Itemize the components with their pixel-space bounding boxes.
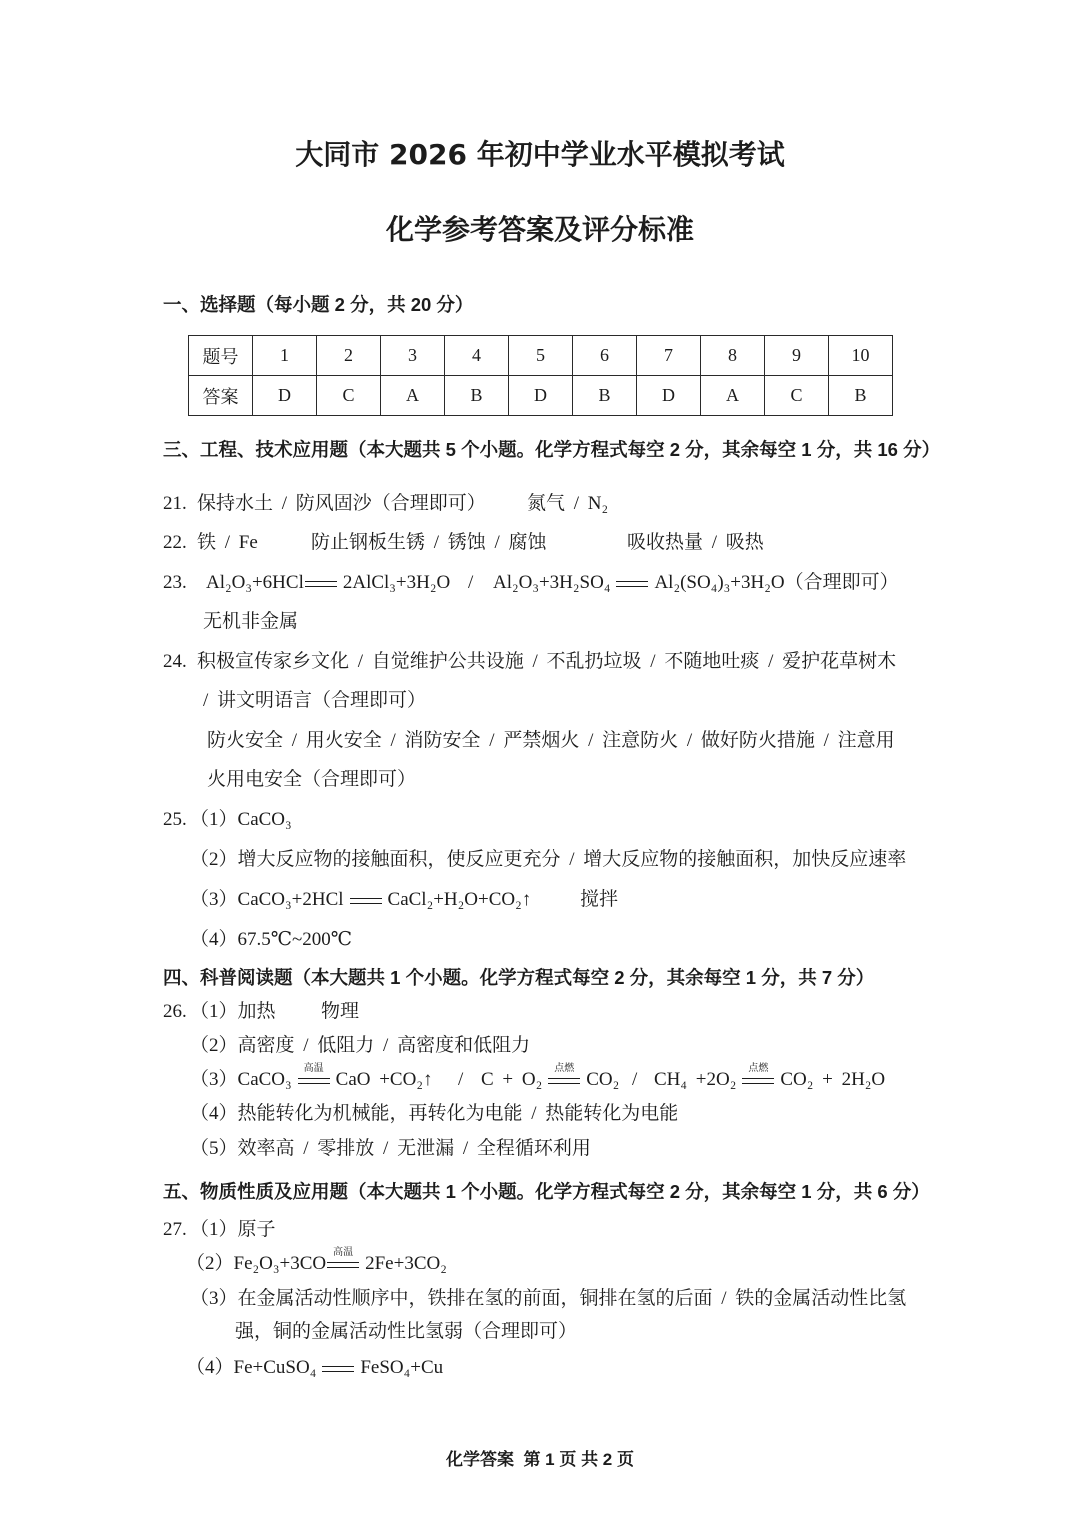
equals-sign: [322, 1366, 354, 1372]
answer-text: / 讲文明语言（合理即可）: [203, 690, 427, 711]
answer-cell: A: [701, 376, 765, 416]
part-label: （1）: [190, 809, 238, 830]
question-number-cell: 10: [829, 336, 893, 376]
equation: [186, 1356, 443, 1380]
section-heading-reading: 四、科普阅读题（本大题共 1 个小题。化学方程式每空 2 分，其余每空 1 分，共 7 分）: [163, 967, 875, 988]
answer-cell: D: [509, 376, 573, 416]
question-number: 21.: [163, 493, 187, 514]
products: 2AlCl₃+3H₂O: [342, 572, 451, 593]
part-label: （2）: [190, 1035, 238, 1056]
answer-cell: C: [765, 376, 829, 416]
section-heading-engineering: 三、工程、技术应用题（本大题共 5 个小题。化学方程式每空 2 分，其余每空 1 分，共 16 分）: [163, 439, 941, 460]
answer-text: 无机非金属: [203, 611, 299, 632]
reactants: Fe₂O₃+3CO: [233, 1253, 327, 1274]
question-number-cell: 1: [253, 336, 317, 376]
equation: [481, 1062, 620, 1092]
question-number-cell: 8: [701, 336, 765, 376]
answer-text: 搅拌: [580, 889, 619, 910]
answer-part: [190, 1000, 276, 1024]
equals-sign: [742, 1062, 774, 1084]
products: CO₂ + 2H₂O: [780, 1069, 886, 1090]
answer-text: 强，铜的金属活动性比氢弱（合理即可）: [235, 1321, 578, 1342]
answer-cell: B: [445, 376, 509, 416]
equals-sign: [305, 581, 337, 587]
question-number: 25.: [163, 809, 187, 830]
answer-text: 铁 / Fe: [197, 532, 258, 553]
products: CaO +CO₂↑: [335, 1069, 433, 1090]
products: Al₂(SO₄)₃+3H₂O: [654, 572, 785, 593]
reaction-condition: 点燃: [748, 1062, 769, 1074]
answer-text: 氮气 / N₂: [527, 493, 609, 514]
answer-part: [190, 1102, 678, 1126]
reaction-condition: 高温: [303, 1062, 324, 1074]
part-label: （3）: [190, 1288, 238, 1309]
answer-text: 积极宣传家乡文化 / 自觉维护公共设施 / 不乱扔垃圾 / 不随地吐痰 / 爱护花草树木: [197, 651, 897, 672]
part-label: （4）: [190, 929, 238, 950]
answer-part: [190, 848, 906, 872]
equals-sign: [616, 581, 648, 587]
answer-cell: C: [317, 376, 381, 416]
reactants: CaCO₃+2HCl: [237, 889, 344, 910]
question-number-cell: 7: [637, 336, 701, 376]
answer-part: [190, 1218, 276, 1242]
equals-sign: [327, 1246, 359, 1268]
question-number-cell: 9: [765, 336, 829, 376]
reactants: C + O₂: [481, 1069, 543, 1090]
answer-text: 热能转化为机械能，再转化为电能 / 热能转化为电能: [237, 1103, 679, 1124]
reactants: Fe+CuSO₄: [233, 1357, 317, 1378]
answer-text: 增大反应物的接触面积，使反应更充分 / 增大反应物的接触面积，加快反应速率: [237, 849, 907, 870]
reactants: Al₂O₃+6HCl: [206, 572, 304, 593]
section-heading-choice: 一、选择题（每小题 2 分，共 20 分）: [163, 294, 474, 315]
part-label: （3）: [190, 889, 238, 910]
answer-text: 防止钢板生锈 / 锈蚀 / 腐蚀: [311, 532, 547, 553]
answer-part: [190, 1034, 530, 1058]
answer-text: 火用电安全（合理即可）: [207, 769, 417, 790]
question-number-cell: 2: [317, 336, 381, 376]
question-number-cell: 6: [573, 336, 637, 376]
answer-text: CaCO₃: [237, 809, 292, 830]
answer-text: 加热: [237, 1001, 276, 1022]
equation: [190, 1062, 433, 1092]
answer-cell: B: [573, 376, 637, 416]
note-text: （合理即可）: [784, 572, 899, 593]
document-subtitle: 化学参考答案及评分标准: [385, 213, 694, 246]
question-number: 23.: [163, 572, 187, 593]
answer-cell: A: [381, 376, 445, 416]
answer-part: [190, 808, 292, 832]
answer-cell: D: [637, 376, 701, 416]
answer-text: 效率高 / 零排放 / 无泄漏 / 全程循环利用: [237, 1138, 591, 1159]
equation: [186, 1246, 447, 1276]
answer-text: 原子: [237, 1219, 276, 1240]
equation: [206, 571, 450, 595]
answer-text: 吸收热量 / 吸热: [627, 532, 764, 553]
equals-sign: [350, 898, 382, 904]
answer-text: 67.5℃~200℃: [237, 929, 353, 950]
answer-table: [188, 335, 893, 416]
equals-sign: [298, 1062, 330, 1084]
reaction-condition: 高温: [333, 1246, 354, 1258]
equation: [190, 888, 531, 912]
answer-part: [190, 928, 352, 952]
table-row-answers: [189, 376, 893, 416]
part-label: （4）: [190, 1103, 238, 1124]
separator: /: [632, 1069, 638, 1090]
equation: [654, 1062, 886, 1092]
products: 2Fe+3CO₂: [365, 1253, 447, 1274]
answer-text: 保持水土 / 防风固沙（合理即可）: [197, 493, 486, 514]
part-label: （1）: [190, 1001, 238, 1022]
products: FeSO₄+Cu: [360, 1357, 444, 1378]
reaction-condition: 点燃: [554, 1062, 575, 1074]
answer-cell: D: [253, 376, 317, 416]
answer-text: 在金属活动性顺序中，铁排在氢的前面，铜排在氢的后面 / 铁的金属活动性比氢: [237, 1288, 907, 1309]
section-heading-properties: 五、物质性质及应用题（本大题共 1 个小题。化学方程式每空 2 分，其余每空 1 分，共 6 分）: [163, 1181, 930, 1202]
part-label: （2）: [190, 849, 238, 870]
document-title: 大同市 2026 年初中学业水平模拟考试: [295, 138, 785, 171]
answer-text: 防火安全 / 用火安全 / 消防安全 / 严禁烟火 / 注意防火 / 做好防火措施 / 注意用: [207, 730, 895, 751]
separator: /: [468, 572, 474, 593]
reactants: CH₄ +2O₂: [654, 1069, 737, 1090]
answer-text: 物理: [321, 1001, 360, 1022]
answer-cell: B: [829, 376, 893, 416]
part-label: （2）: [186, 1253, 234, 1274]
equation: [493, 571, 899, 595]
answer-part: [190, 1287, 906, 1311]
part-label: （4）: [186, 1357, 234, 1378]
row-label-answer: 答案: [189, 376, 253, 416]
question-number-cell: 3: [381, 336, 445, 376]
reactants: CaCO₃: [237, 1069, 292, 1090]
answer-part: [190, 1137, 591, 1161]
question-number: 24.: [163, 651, 187, 672]
question-number: 22.: [163, 532, 187, 553]
question-number-cell: 4: [445, 336, 509, 376]
answer-text: 高密度 / 低阻力 / 高密度和低阻力: [237, 1035, 531, 1056]
products: CaCl₂+H₂O+CO₂↑: [387, 889, 532, 910]
page-footer: 化学答案 第 1 页 共 2 页: [446, 1450, 634, 1469]
question-number-cell: 5: [509, 336, 573, 376]
separator: /: [458, 1069, 464, 1090]
row-label-number: 题号: [189, 336, 253, 376]
part-label: （1）: [190, 1219, 238, 1240]
part-label: （5）: [190, 1138, 238, 1159]
question-number: 26.: [163, 1001, 187, 1022]
question-number: 27.: [163, 1219, 187, 1240]
reactants: Al₂O₃+3H₂SO₄: [493, 572, 611, 593]
answer-table-body: [189, 336, 893, 416]
part-label: （3）: [190, 1069, 238, 1090]
table-row-numbers: [189, 336, 893, 376]
products: CO₂: [586, 1069, 620, 1090]
equals-sign: [548, 1062, 580, 1084]
